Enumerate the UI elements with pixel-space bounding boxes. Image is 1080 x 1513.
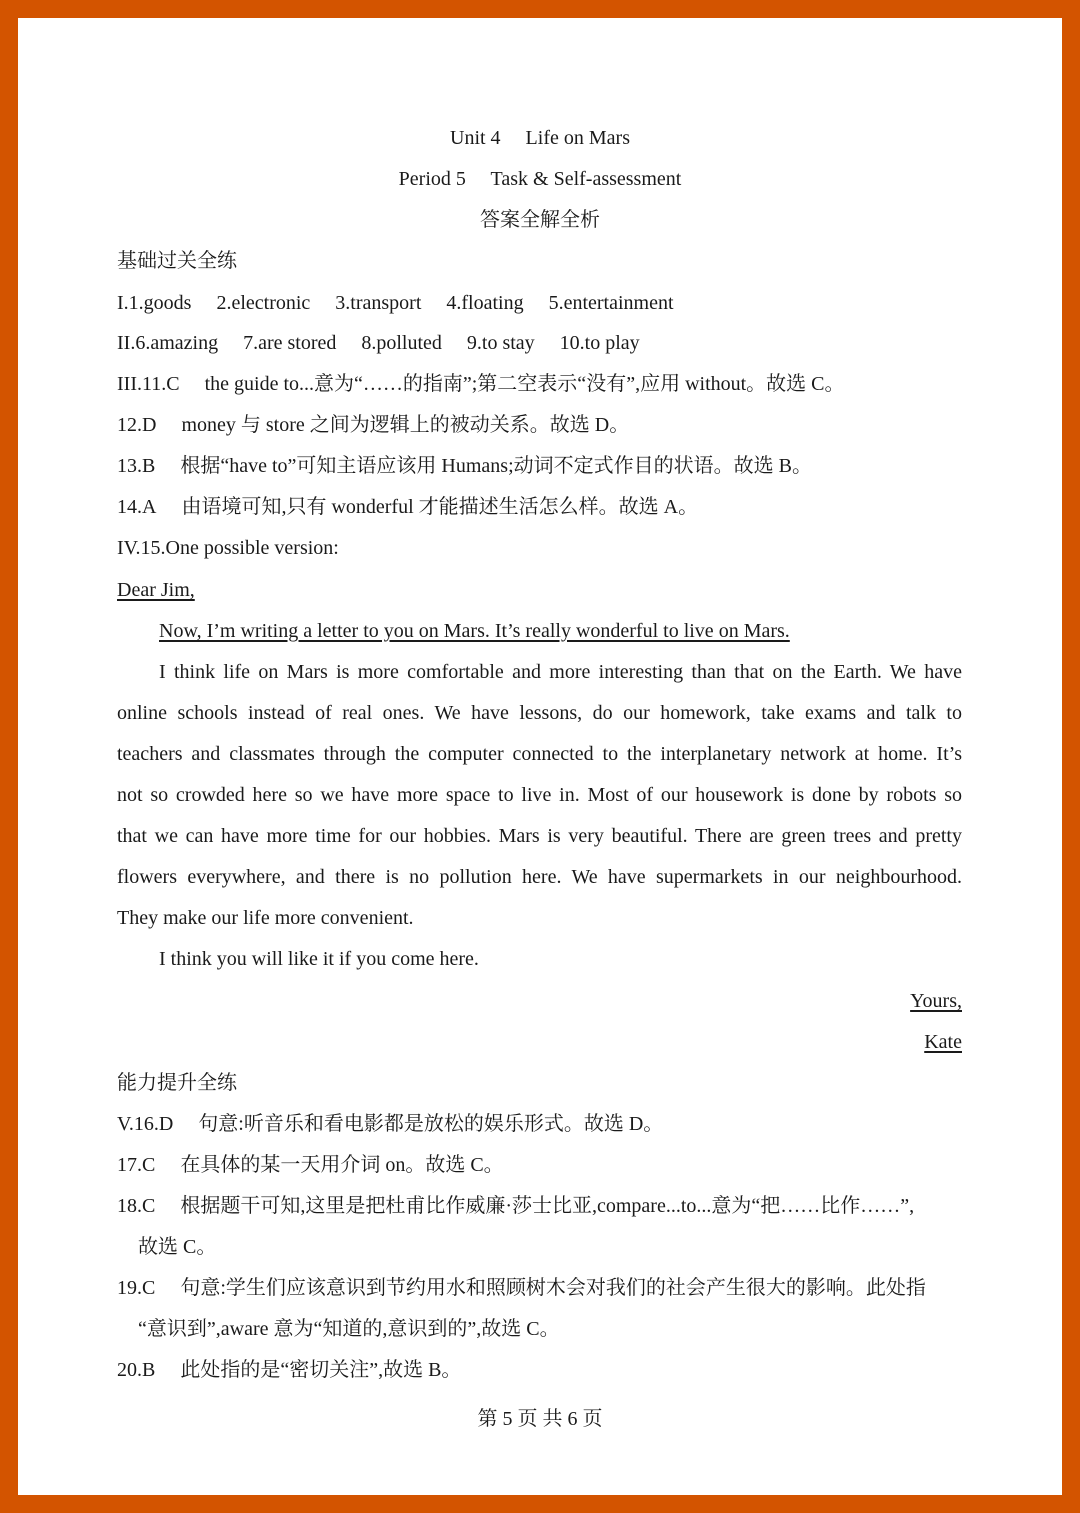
letter-closing-line: I think you will like it if you come here. (159, 948, 479, 970)
answer-line-14: 14.A 由语境可知,只有 wonderful 才能描述生活怎么样。故选 A。 (117, 496, 699, 518)
answer-line-13: 13.B 根据“have to”可知主语应该用 Humans;动词不定式作目的状语。故选 B。 (117, 455, 812, 477)
answer-line-2: II.6.amazing 7.are stored 8.polluted 9.to stay 10.to play (117, 332, 640, 354)
answer-line-16: V.16.D 句意:听音乐和看电影都是放松的娱乐形式。故选 D。 (117, 1113, 664, 1135)
answer-line-11: III.11.C the guide to...意为“……的指南”;第二空表示“没有”,应用 without。故选 C。 (117, 373, 845, 395)
period-title: Period 5 Task & Self-assessment (398, 168, 682, 190)
letter-body-line: I think life on Mars is more comfortable and more interesting than that on the Earth. We have (159, 661, 962, 683)
answer-line-20: 20.B 此处指的是“密切关注”,故选 B。 (117, 1359, 462, 1381)
unit-title: Unit 4 Life on Mars (450, 127, 630, 149)
letter-body-line: teachers and classmates through the computer connected to the interplanetary network at home. It’s (117, 743, 962, 765)
letter-body-line: flowers everywhere, and there is no pollution here. We have supermarkets in our neighbourhood. (117, 866, 962, 888)
answer-line-19-cont: “意识到”,aware 意为“知道的,意识到的”,故选 C。 (138, 1318, 560, 1340)
letter-sign-off: Yours, (910, 990, 962, 1012)
answer-line-18: 18.C 根据题干可知,这里是把杜甫比作威廉·莎士比亚,compare...to...意为“把……比作……”, (117, 1195, 915, 1217)
answer-title: 答案全解全析 (480, 209, 600, 231)
answer-line-17: 17.C 在具体的某一天用介词 on。故选 C。 (117, 1154, 504, 1176)
page-footer: 第 5 页 共 6 页 (477, 1408, 603, 1430)
answer-line-18-cont: 故选 C。 (138, 1236, 217, 1258)
letter-greeting: Dear Jim, (117, 579, 195, 601)
letter-body-line: that we can have more time for our hobbies. Mars is very beautiful. There are green trees and pretty (117, 825, 962, 847)
answer-line-1: I.1.goods 2.electronic 3.transport 4.floating 5.entertainment (117, 292, 674, 314)
answer-line-15: IV.15.One possible version: (117, 537, 339, 559)
letter-body-last: They make our life more convenient. (117, 907, 414, 929)
letter-body-line: not so crowded here so we have more space to live in. Most of our housework is done by robots so (117, 784, 962, 806)
section-heading-basic: 基础过关全练 (117, 250, 237, 272)
letter-signature: Kate (924, 1031, 962, 1053)
letter-body-line: online schools instead of real ones. We have lessons, do our homework, take exams and talk to (117, 702, 962, 724)
section-heading-advanced: 能力提升全练 (117, 1072, 237, 1094)
answer-line-12: 12.D money 与 store 之间为逻辑上的被动关系。故选 D。 (117, 414, 630, 436)
letter-opening: Now, I’m writing a letter to you on Mars. It’s really wonderful to live on Mars. (159, 620, 790, 642)
document-page (18, 18, 1062, 1495)
answer-line-19: 19.C 句意:学生们应该意识到节约用水和照顾树木会对我们的社会产生很大的影响。此处指 (117, 1277, 926, 1299)
